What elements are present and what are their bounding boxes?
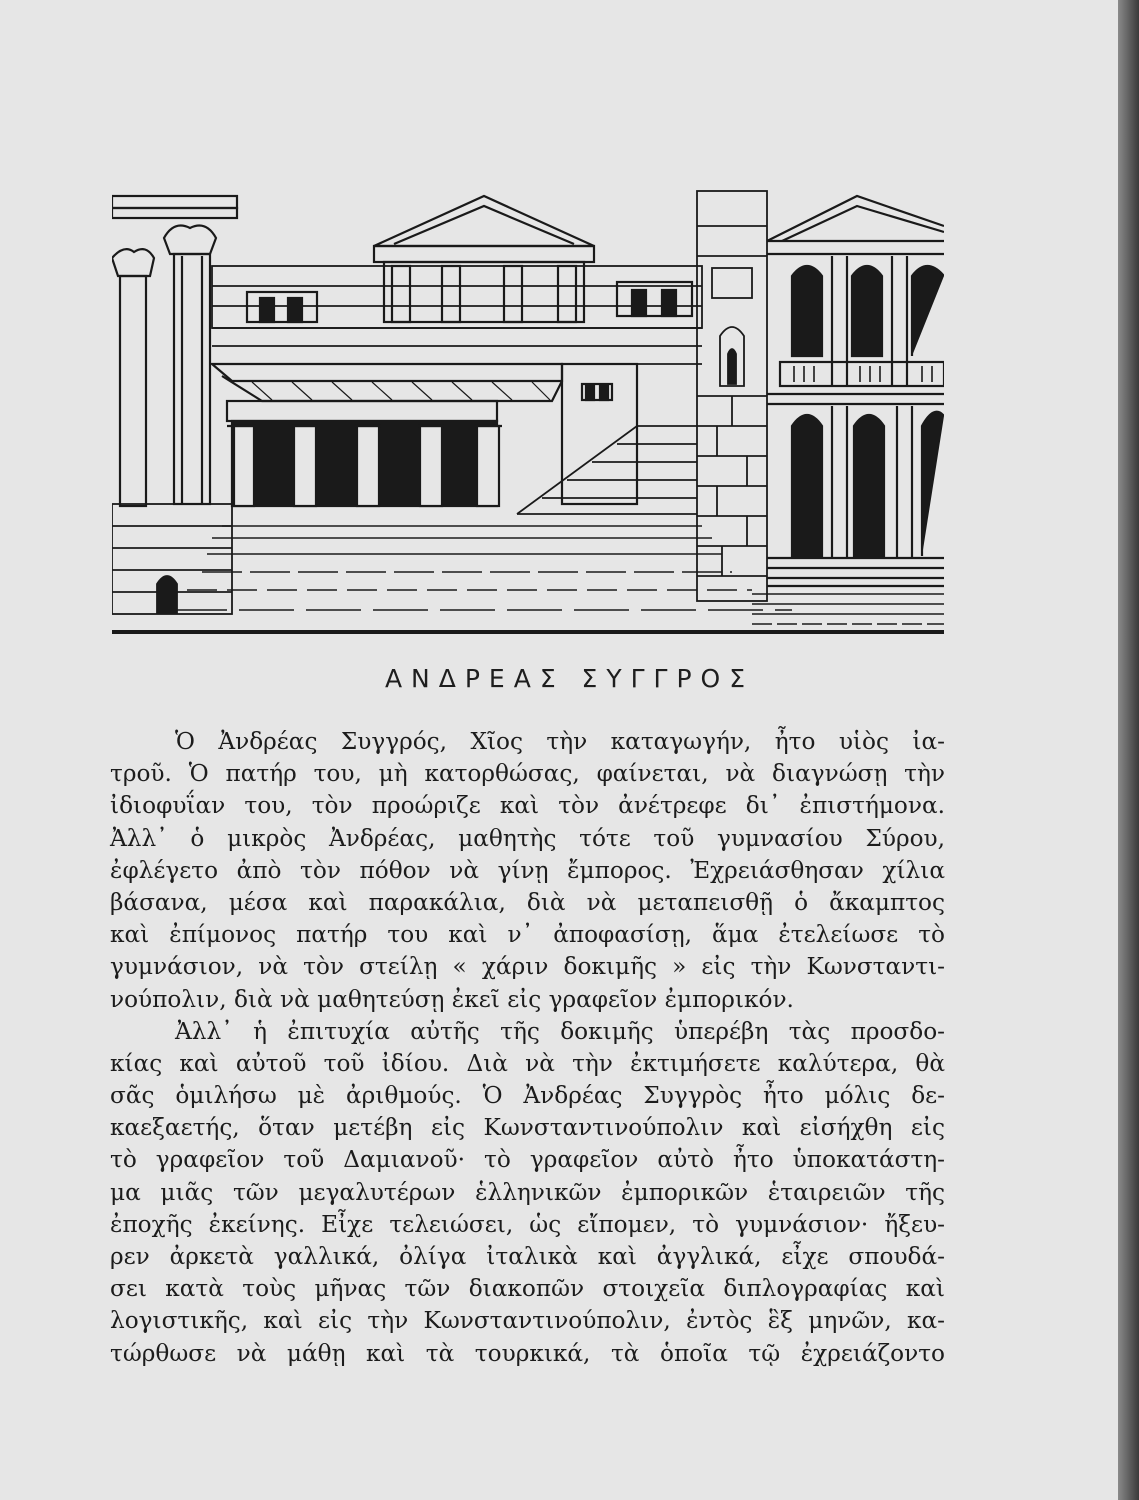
text-line: Ἀλλ᾿ ὁ μικρὸς Ἀνδρέας, μαθητὴς τότε τοῦ γυμνασίου Σύρου, [110,824,945,852]
text-line: τὸ γραφεῖον τοῦ Δαμιανοῦ· τὸ γραφεῖον αὐτὸ ἦτο ὑποκατάστη- [110,1146,945,1174]
text-line: Ἀλλ᾿ ἡ ἐπιτυχία αὐτῆς τῆς δοκιμῆς ὑπερέβη τὰς προσδο- [175,1017,945,1045]
text-line: σᾶς ὁμιλήσω μὲ ἀριθμούς. Ὁ Ἀνδρέας Συγγρὸς ἦτο μόλις δε- [110,1082,945,1110]
page-title: ΑΝΔΡΕΑΣ ΣΥΓΓΡΟΣ [384,664,755,693]
text-line: γυμνάσιον, νὰ τὸν στείλῃ « χάριν δοκιμῆς » εἰς τὴν Κωνσταντι- [110,953,945,981]
book-spine-edge [1118,0,1139,1500]
text-line: καεξαετής, ὅταν μετέβη εἰς Κωνσταντινούπολιν καὶ εἰσήχθη εἰς [110,1114,945,1142]
text-line: μα μιᾶς τῶν μεγαλυτέρων ἑλληνικῶν ἐμπορικῶν ἑταιρειῶν τῆς [110,1178,945,1206]
text-line: τροῦ. Ὁ πατήρ του, μὴ κατορθώσας, φαίνεται, νὰ διαγνώσῃ τὴν [110,760,945,788]
text-line: καὶ ἐπίμονος πατήρ του καὶ ν᾿ ἀποφασίσῃ, ἅμα ἐτελείωσε τὸ [110,921,945,949]
text-line: ἰδιοφυΐαν του, τὸν προώριζε καὶ τὸν ἀνέτρεφε δι᾿ ἐπιστήμονα. [110,792,945,820]
text-line: Ὁ Ἀνδρέας Συγγρός, Χῖος τὴν καταγωγήν, ἦτο υἱὸς ἰα- [175,728,945,755]
text-line: τώρθωσε νὰ μάθῃ καὶ τὰ τουρκικά, τὰ ὁποῖα τῷ ἐχρειάζοντο [110,1339,945,1367]
paragraph [110,726,945,1016]
paragraph [110,1016,945,1370]
text-line: βάσανα, μέσα καὶ παρακάλια, διὰ νὰ μεταπεισθῇ ὁ ἄκαμπτος [110,888,945,916]
text-line: ἐποχῆς ἐκείνης. Εἶχε τελειώσει, ὡς εἴπομεν, τὸ γυμνάσιον· ἤξευ- [110,1210,945,1238]
text-line: κίας καὶ αὐτοῦ τοῦ ἰδίου. Διὰ νὰ τὴν ἐκτιμήσετε καλύτερα, θὰ [110,1049,945,1077]
text-line: ἐφλέγετο ἀπὸ τὸν πόθον νὰ γίνῃ ἔμπορος. Ἐχρειάσθησαν χίλια [110,856,945,884]
article-body [110,726,945,1370]
neoclassical-buildings-engraving-icon [112,186,944,636]
text-line: νούπολιν, διὰ νὰ μαθητεύσῃ ἐκεῖ εἰς γραφεῖον ἐμπορικόν. [110,985,794,1013]
text-line: σει κατὰ τοὺς μῆνας τῶν διακοπῶν στοιχεῖα διπλογραφίας καὶ [110,1275,945,1303]
text-line: ρεν ἀρκετὰ γαλλικά, ὀλίγα ἰταλικὰ καὶ ἀγγλικά, εἶχε σπουδά- [110,1243,945,1270]
text-line: λογιστικῆς, καὶ εἰς τὴν Κωνσταντινούπολιν, ἐντὸς ἓξ μηνῶν, κα- [110,1307,945,1335]
